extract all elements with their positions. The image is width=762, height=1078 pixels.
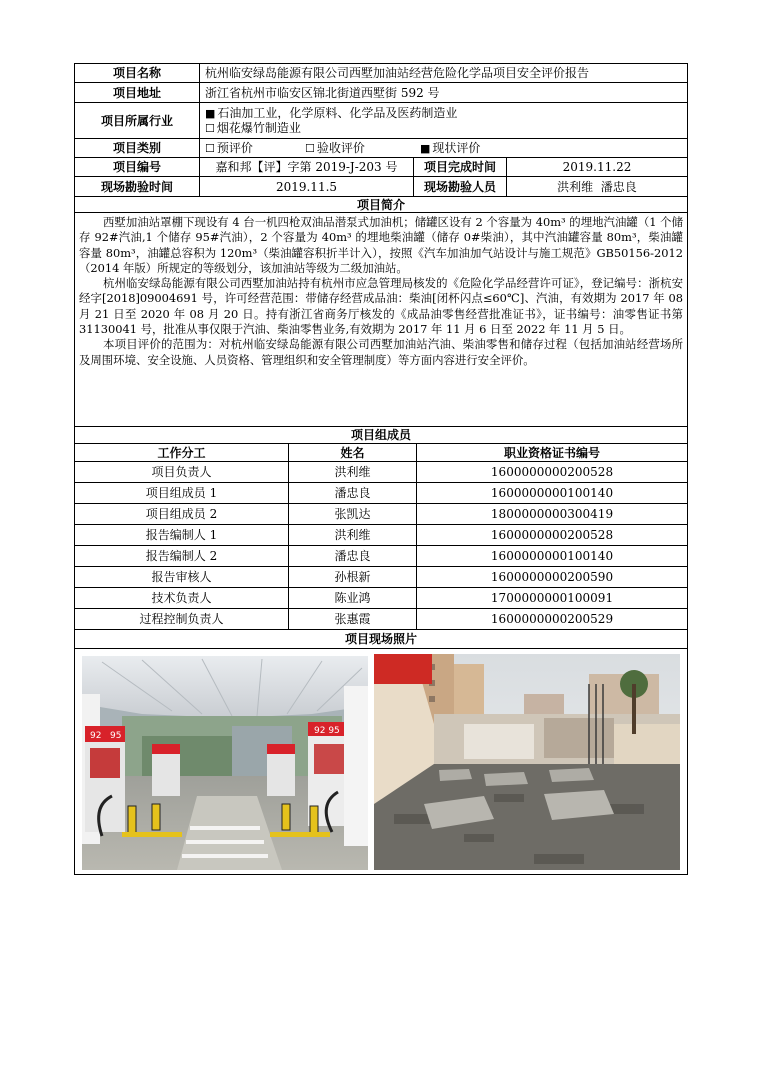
members-header-role: 工作分工 [75,444,289,461]
member-name: 潘忠良 [289,483,417,503]
complete-time-value: 2019.11.22 [562,160,632,174]
member-role: 报告编制人 1 [75,525,289,545]
category-option-current: ■ 现状评价 [420,140,481,155]
survey-time-label: 现场勘验时间 [75,177,200,196]
member-cert-no: 1600000000200528 [490,465,614,479]
pump-label-2: 95 [110,731,122,741]
category-option-acceptance: ☐ 验收评价 [305,140,365,155]
member-role: 项目负责人 [75,462,289,482]
category-option-pre: ☐ 预评价 [205,140,253,155]
checked-box-icon: ■ [205,106,216,120]
row-survey [75,177,687,197]
industry-option-1: ■ 石油加工业，化学原料、化学品及医药制造业 [205,105,458,120]
member-name: 张惠霞 [289,609,417,629]
table-row [75,483,687,504]
photos-title: 项目现场照片 [344,632,417,646]
project-name-value: 杭州临安绿岛能源有限公司西墅加油站经营危险化学品项目安全评价报告 [205,66,590,80]
member-cert-no: 1600000000200590 [490,570,614,584]
report-form [74,63,688,875]
project-address-value: 浙江省杭州市临安区锦北街道西墅街 592 号 [205,85,440,100]
photo-tank-area [374,654,680,870]
industry-options [200,103,687,138]
table-row [75,462,687,483]
members-header-row [75,444,687,462]
member-cert-no: 1800000000300419 [490,507,614,521]
member-role: 过程控制负责人 [75,609,289,629]
category-options [200,139,687,157]
member-role: 报告编制人 2 [75,546,289,566]
row-project-number [75,158,687,177]
member-cert-no: 1600000000100140 [490,486,614,500]
table-row [75,609,687,630]
complete-time-label: 项目完成时间 [414,158,507,176]
table-row [75,588,687,609]
row-members-title [75,427,687,444]
intro-title: 项目简介 [356,197,405,212]
member-role: 报告审核人 [75,567,289,587]
members-header-cert: 职业资格证书编号 [503,445,600,460]
row-project-name [75,64,687,83]
row-industry [75,103,687,139]
member-cert-no: 1600000000200528 [490,528,614,542]
unchecked-box-icon: ☐ [205,121,215,135]
member-role: 项目组成员 1 [75,483,289,503]
row-category [75,139,687,158]
photo-gas-station-canopy [82,656,368,870]
intro-paragraph-2: 杭州临安绿岛能源有限公司西墅加油站持有杭州市应急管理局核发的《危险化学品经营许可证》，登记编号：浙杭安经字[2018]09004691 号，许可经营范围：带储存经营成品油：柴油[闭杯闪点≤60℃]、汽油，有效期为 2017 年 08 月 21 日至 2020 年 08 月 20 日。持有浙江省商务厅核发的《成品油零售经营批准证书》，证书编号：油零售证书第 31130041 号，批准从事仅限于汽油、柴油零售业务,有效期为 2017 年 11 月 6 日至 2022 年 11 月 5 日。 [79,276,683,337]
row-intro-title [75,197,687,213]
row-project-address [75,83,687,103]
member-role: 项目组成员 2 [75,504,289,524]
member-role: 技术负责人 [75,588,289,608]
pump-label-1: 92 [90,731,102,741]
intro-body [75,213,687,427]
industry-label: 项目所属行业 [75,103,200,138]
member-name: 潘忠良 [289,546,417,566]
member-name: 张凯达 [289,504,417,524]
project-address-label: 项目地址 [75,83,200,102]
survey-time-value: 2019.11.5 [200,177,414,196]
intro-text [75,215,687,368]
intro-paragraph-1: 西墅加油站罩棚下现设有 4 台一机四枪双油品潜泵式加油机；储罐区设有 2 个容量为 40m³ 的埋地汽油罐（1 个储存 92#汽油,1 个储存 95#汽油），2 个容量为 40m³ 的埋地柴油罐（储存 0#柴油），其中汽油罐容量 80m³，柴油罐容量 80m³，油罐总容积为 120m³（柴油罐容积折半计入），按照《汽车加油加气站设计与施工规范》GB50156-2012（2014 年版）所规定的等级划分，该加油站等级为二级加油站。 [79,215,683,275]
member-name: 陈业鸿 [289,588,417,608]
member-cert-no: 1700000000100091 [490,591,614,605]
member-name: 洪利维 [289,462,417,482]
unchecked-box-icon: ☐ [305,141,315,155]
industry-option-2: ☐ 烟花爆竹制造业 [205,120,301,135]
member-cert-no: 1600000000200529 [490,612,614,626]
category-label: 项目类别 [75,139,200,157]
members-title: 项目组成员 [350,428,411,442]
survey-staff-value: 洪利维 潘忠良 [557,179,637,194]
tank-area-image [374,654,680,870]
member-name: 洪利维 [289,525,417,545]
gas-station-image [82,656,368,870]
table-row [75,504,687,525]
member-cert-no: 1600000000100140 [490,549,614,563]
intro-paragraph-3: 本项目评价的范围为：对杭州临安绿岛能源有限公司西墅加油站汽油、柴油零售和储存过程（包括加油站经营场所及周围环境、安全设施、人员资格、管理组织和安全管理制度）等方面内容进行安全评价。 [79,337,683,367]
project-name-label: 项目名称 [75,64,200,82]
survey-staff-label: 现场勘验人员 [414,177,507,196]
table-row [75,525,687,546]
pump-label-3: 92 95 [314,726,340,736]
members-header-name: 姓名 [289,444,417,461]
checked-box-icon: ■ [420,141,431,155]
row-photos-title [75,630,687,649]
unchecked-box-icon: ☐ [205,141,215,155]
member-name: 孙根新 [289,567,417,587]
table-row [75,567,687,588]
project-no-label: 项目编号 [75,158,200,176]
table-row [75,546,687,567]
project-no-value: 嘉和邦【评】字第 2019-J-203 号 [200,158,414,176]
